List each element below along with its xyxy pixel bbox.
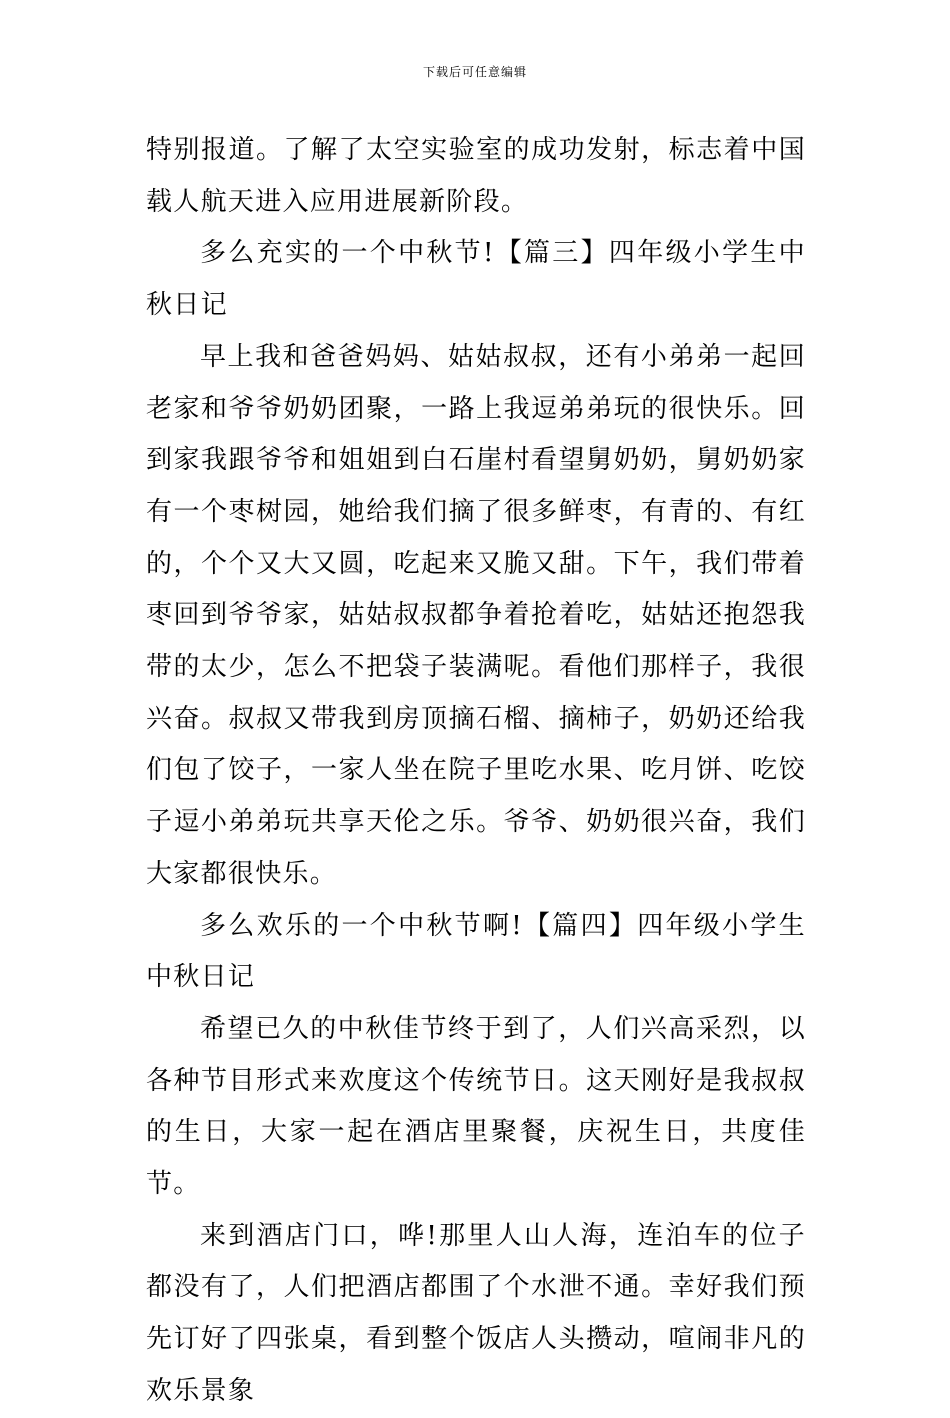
paragraph-diary-section-4-intro: 希望已久的中秋佳节终于到了，人们兴高采烈，以各种节目形式来欢度这个传统节日。这天刚好是我叔叔的生日，大家一起在酒店里聚餐，庆祝生日，共度佳节。: [146, 1013, 806, 1200]
paragraph-diary-section-4-hotel: 来到酒店门口，哗!那里人山人海，连泊车的位子都没有了，人们把酒店都围了个水泄不通。幸好我们预先订好了四张桌，看到整个饭店人头攒动，喧闹非凡的欢乐景象: [146, 1220, 806, 1406]
paragraph-ending-section-3-heading: 多么充实的一个中秋节!【篇三】四年级小学生中秋日记: [146, 238, 806, 321]
document-body: [146, 125, 806, 1418]
paragraph-diary-section-3: 早上我和爸爸妈妈、姑姑叔叔，还有小弟弟一起回老家和爷爷奶奶团聚，一路上我逗弟弟玩的很快乐。回到家我跟爷爷和姐姐到白石崖村看望舅奶奶，舅奶奶家有一个枣树园，她给我们摘了很多鲜枣，有青的、有红的，个个又大又圆，吃起来又脆又甜。下午，我们带着枣回到爷爷家，姑姑叔叔都争着抢着吃，姑姑还抱怨我带的太少，怎么不把袋子装满呢。看他们那样子，我很兴奋。叔叔又带我到房顶摘石榴、摘柿子，奶奶还给我们包了饺子，一家人坐在院子里吃水果、吃月饼、吃饺子逗小弟弟玩共享天伦之乐。爷爷、奶奶很兴奋，我们大家都很快乐。: [146, 341, 806, 889]
page-header: 下载后可任意编辑: [422, 65, 527, 79]
paragraph-ending-section-4-heading: 多么欢乐的一个中秋节啊!【篇四】四年级小学生中秋日记: [146, 910, 806, 993]
paragraph-continuation: 特别报道。了解了太空实验室的成功发射，标志着中国载人航天进入应用进展新阶段。: [146, 135, 806, 217]
